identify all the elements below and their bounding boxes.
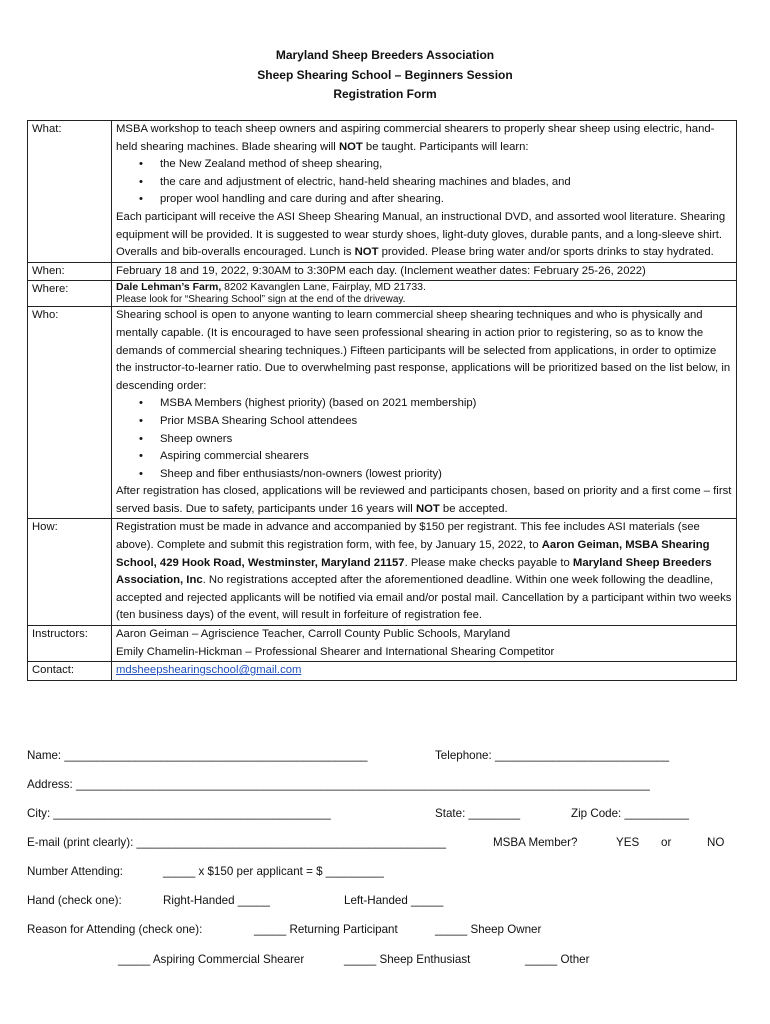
where-note: Please look for “Shearing School” sign at the end of the driveway. xyxy=(116,294,406,306)
what-not-2: NOT xyxy=(354,246,379,259)
info-table xyxy=(27,120,737,681)
msba-member-label: MSBA Member? xyxy=(493,836,578,849)
number-attending-field[interactable]: _____ x $150 per applicant = $ _________ xyxy=(163,865,384,878)
telephone-field[interactable]: Telephone: ___________________________ xyxy=(435,749,670,762)
when-text: February 18 and 19, 2022, 9:30AM to 3:30PM each day. (Inclement weather dates: February 25-26, 2022) xyxy=(112,262,737,281)
what-label: What: xyxy=(28,121,112,263)
what-bullets xyxy=(116,156,732,209)
how-text-2: . Please make checks payable to xyxy=(404,556,573,569)
event-title: Sheep Shearing School – Beginners Session xyxy=(257,68,513,82)
org-title: Maryland Sheep Breeders Association xyxy=(275,48,495,62)
who-not: NOT xyxy=(415,502,440,515)
who-label: Who: xyxy=(28,307,112,519)
state-field[interactable]: State: ________ xyxy=(435,807,521,820)
hand-label: Hand (check one): xyxy=(27,894,122,907)
list-item: • the care and adjustment of electric, hand-held shearing machines and blades, and xyxy=(160,174,732,192)
instructors-label: Instructors: xyxy=(28,626,112,662)
how-text-1: Registration must be made in advance and accompanied by $150 per registrant. This fee includes ASI materials (see above). Complete and submit this registration form, with fee, by January 15, 2022, to xyxy=(116,521,700,552)
how-payee: Maryland Sheep Breeders Association, Inc xyxy=(116,556,712,587)
right-handed-option[interactable]: Right-Handed _____ xyxy=(163,894,270,907)
how-mail-address: Aaron Geiman, MSBA Shearing School, 429 Hook Road, Westminster, Maryland 21157 xyxy=(116,539,710,569)
who-content xyxy=(112,307,737,519)
address-field[interactable]: Address: _________________________________________________________________________________________ xyxy=(27,778,650,791)
how-label: How: xyxy=(28,519,112,626)
list-item: • Prior MSBA Shearing School attendees xyxy=(160,413,732,431)
where-label: Where: xyxy=(28,281,112,307)
what-intro: MSBA workshop to teach sheep owners and aspiring commercial shearers to properly shear sheep using electric, hand-held shearing machines. Blade shearing will xyxy=(116,123,715,153)
what-materials-end: provided. Please bring water and/or sports drinks to stay hydrated. xyxy=(378,246,714,259)
contact-row xyxy=(28,662,737,681)
contact-email-link[interactable]: mdsheepshearingschool@gmail.com xyxy=(116,664,302,677)
where-content xyxy=(112,281,737,307)
aspiring-shearer-option[interactable]: _____ Aspiring Commercial Shearer xyxy=(118,953,305,966)
number-attending-label: Number Attending: xyxy=(27,865,124,878)
who-row xyxy=(28,307,737,519)
returning-participant-option[interactable]: _____ Returning Participant xyxy=(254,923,398,936)
when-row xyxy=(28,262,737,281)
name-field[interactable]: Name: _______________________________________________ xyxy=(27,749,368,762)
instructor-2: Emily Chamelin-Hickman – Professional Shearer and International Shearing Competitor xyxy=(116,645,555,658)
contact-label: Contact: xyxy=(28,662,112,681)
when-label: When: xyxy=(28,262,112,281)
email-field[interactable]: E-mail (print clearly): ________________________________________________ xyxy=(27,836,447,849)
where-farm: Dale Lehman’s Farm, xyxy=(116,281,222,294)
instructors-row xyxy=(28,626,737,662)
zip-field[interactable]: Zip Code: __________ xyxy=(571,807,689,820)
member-no-option[interactable]: NO xyxy=(707,836,725,849)
where-row xyxy=(28,281,737,307)
what-content xyxy=(112,121,737,263)
what-intro-end: be taught. Participants will learn: xyxy=(362,140,529,153)
how-row xyxy=(28,519,737,626)
list-item: • Sheep owners xyxy=(160,431,732,449)
reason-label: Reason for Attending (check one): xyxy=(27,923,203,936)
how-content xyxy=(112,519,737,626)
instructor-1: Aaron Geiman – Agriscience Teacher, Carroll County Public Schools, Maryland xyxy=(116,628,511,641)
who-selection-end: be accepted. xyxy=(439,502,508,515)
other-option[interactable]: _____ Other xyxy=(525,953,590,966)
contact-content xyxy=(112,662,737,681)
list-item: • proper wool handling and care during and after shearing. xyxy=(160,191,732,209)
sheep-owner-option[interactable]: _____ Sheep Owner xyxy=(435,923,542,936)
where-address: 8202 Kavanglen Lane, Fairplay, MD 21733. xyxy=(221,281,426,294)
who-intro: Shearing school is open to anyone wanting to learn commercial sheep shearing techniques and who is physically and mentally capable. (It is encouraged to have seen professional shearing in action prior to registering, so as to know the demands of commercial shearing techniques.) Fifteen participants will be selected from applications, in order to optimize the instructor-to-learner ratio. Due to overwhelming past response, applications will be prioritized based on the list below, in descending order: xyxy=(116,309,731,392)
who-selection: After registration has closed, applications will be reviewed and participants chosen, based on priority and a first come – first served basis. Due to safety, participants under 16 years will xyxy=(116,485,732,515)
member-yes-option[interactable]: YES xyxy=(616,836,640,849)
what-row xyxy=(28,121,737,263)
list-item: • the New Zealand method of sheep shearing, xyxy=(160,156,732,174)
how-text-3: . No registrations accepted after the aforementioned deadline. Within one week following the deadline, accepted and rejected applicants will be notified via email and/or postal mail. Cancellation by a participant within two weeks (ten business days) of the event, will result in forfeiture of registration fee. xyxy=(116,574,732,622)
left-handed-option[interactable]: Left-Handed _____ xyxy=(344,894,444,907)
who-bullets xyxy=(116,395,732,483)
city-field[interactable]: City: ___________________________________________ xyxy=(27,807,331,820)
form-title: Registration Form xyxy=(333,87,437,101)
what-not-1: NOT xyxy=(338,140,363,153)
list-item: • MSBA Members (highest priority) (based on 2021 membership) xyxy=(160,395,732,413)
what-materials: Each participant will receive the ASI Sheep Shearing Manual, an instructional DVD, and assorted wool literature. Shearing equipment will be provided. It is suggested to wear sturdy shoes, light-duty gloves, durable pants, and a long-sleeve shirt. Overalls and bib-overalls encouraged. Lunch is xyxy=(116,210,726,259)
list-item: • Sheep and fiber enthusiasts/non-owners (lowest priority) xyxy=(160,466,732,484)
instructors-content xyxy=(112,626,737,662)
sheep-enthusiast-option[interactable]: _____ Sheep Enthusiast xyxy=(344,953,471,966)
member-or-label: or xyxy=(661,836,672,849)
list-item: • Aspiring commercial shearers xyxy=(160,448,732,466)
